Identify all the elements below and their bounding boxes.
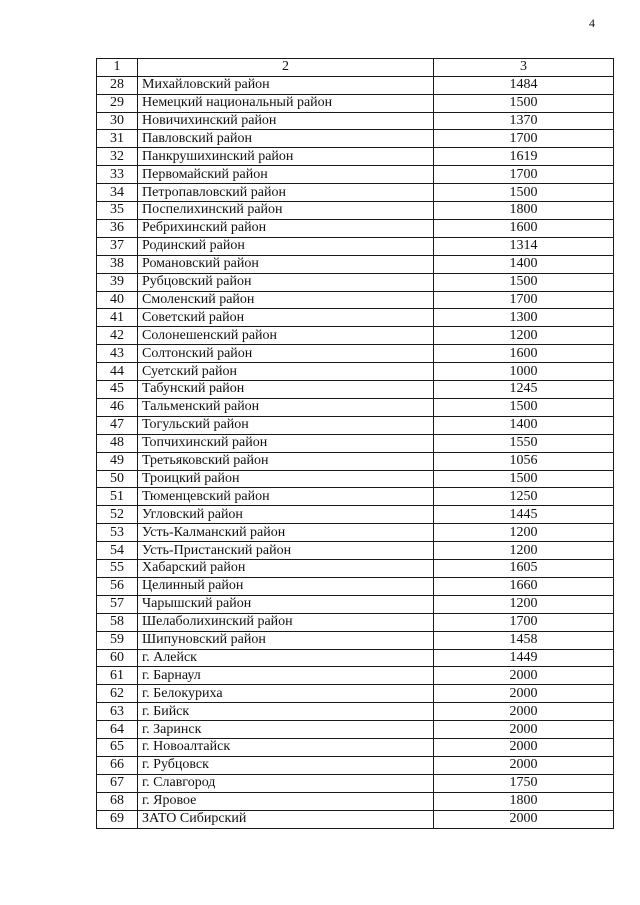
table-row xyxy=(97,756,614,774)
row-number-cell: 69 xyxy=(97,810,138,828)
row-name-cell: Суетский район xyxy=(138,363,434,381)
row-value-cell: 1400 xyxy=(434,255,614,273)
row-number-cell: 62 xyxy=(97,685,138,703)
row-value-cell: 2000 xyxy=(434,703,614,721)
table-row xyxy=(97,148,614,166)
row-name-cell: г. Славгород xyxy=(138,774,434,792)
row-name-cell: Ребрихинский район xyxy=(138,219,434,237)
page-number: 4 xyxy=(589,16,595,30)
row-value-cell: 1300 xyxy=(434,309,614,327)
table-row xyxy=(97,273,614,291)
row-number-cell: 61 xyxy=(97,667,138,685)
table-row xyxy=(97,327,614,345)
table-row xyxy=(97,738,614,756)
row-number-cell: 59 xyxy=(97,631,138,649)
row-value-cell: 1750 xyxy=(434,774,614,792)
table-row xyxy=(97,309,614,327)
row-value-cell: 1700 xyxy=(434,291,614,309)
row-number-cell: 64 xyxy=(97,721,138,739)
row-value-cell: 1370 xyxy=(434,112,614,130)
row-number-cell: 42 xyxy=(97,327,138,345)
row-name-cell: г. Заринск xyxy=(138,721,434,739)
header-cell-2: 2 xyxy=(138,59,434,77)
table-row xyxy=(97,166,614,184)
table-row xyxy=(97,685,614,703)
row-value-cell: 1200 xyxy=(434,595,614,613)
row-number-cell: 66 xyxy=(97,756,138,774)
row-name-cell: Панкрушихинский район xyxy=(138,148,434,166)
row-number-cell: 43 xyxy=(97,345,138,363)
row-value-cell: 1619 xyxy=(434,148,614,166)
table-row xyxy=(97,524,614,542)
row-number-cell: 40 xyxy=(97,291,138,309)
row-value-cell: 1700 xyxy=(434,613,614,631)
table-row xyxy=(97,667,614,685)
row-name-cell: Солонешенский район xyxy=(138,327,434,345)
row-value-cell: 1600 xyxy=(434,345,614,363)
row-name-cell: Тальменский район xyxy=(138,398,434,416)
row-name-cell: Табунский район xyxy=(138,380,434,398)
row-name-cell: Петропавловский район xyxy=(138,184,434,202)
table-row xyxy=(97,559,614,577)
row-value-cell: 1449 xyxy=(434,649,614,667)
row-value-cell: 1200 xyxy=(434,542,614,560)
row-number-cell: 30 xyxy=(97,112,138,130)
row-number-cell: 54 xyxy=(97,542,138,560)
row-name-cell: Усть-Калманский район xyxy=(138,524,434,542)
row-number-cell: 33 xyxy=(97,166,138,184)
table-row xyxy=(97,703,614,721)
table-row xyxy=(97,416,614,434)
row-value-cell: 2000 xyxy=(434,756,614,774)
row-name-cell: г. Бийск xyxy=(138,703,434,721)
row-number-cell: 68 xyxy=(97,792,138,810)
table-row xyxy=(97,595,614,613)
table-row xyxy=(97,649,614,667)
header-cell-3: 3 xyxy=(434,59,614,77)
row-name-cell: г. Яровое xyxy=(138,792,434,810)
row-value-cell: 1000 xyxy=(434,363,614,381)
row-number-cell: 46 xyxy=(97,398,138,416)
row-value-cell: 1700 xyxy=(434,130,614,148)
row-value-cell: 1445 xyxy=(434,506,614,524)
row-value-cell: 1500 xyxy=(434,184,614,202)
row-value-cell: 1500 xyxy=(434,94,614,112)
row-name-cell: Топчихинский район xyxy=(138,434,434,452)
table-row xyxy=(97,810,614,828)
table-row xyxy=(97,577,614,595)
row-value-cell: 2000 xyxy=(434,721,614,739)
table-row xyxy=(97,130,614,148)
row-name-cell: Хабарский район xyxy=(138,559,434,577)
table-row xyxy=(97,380,614,398)
table-row xyxy=(97,792,614,810)
table-row xyxy=(97,542,614,560)
row-name-cell: Тогульский район xyxy=(138,416,434,434)
table-row xyxy=(97,363,614,381)
row-value-cell: 1660 xyxy=(434,577,614,595)
row-number-cell: 28 xyxy=(97,76,138,94)
row-name-cell: Усть-Пристанский район xyxy=(138,542,434,560)
row-value-cell: 1800 xyxy=(434,792,614,810)
row-number-cell: 60 xyxy=(97,649,138,667)
row-number-cell: 37 xyxy=(97,237,138,255)
table-row xyxy=(97,506,614,524)
row-name-cell: Угловский район xyxy=(138,506,434,524)
table-row xyxy=(97,237,614,255)
row-value-cell: 2000 xyxy=(434,667,614,685)
header-cell-1: 1 xyxy=(97,59,138,77)
table-body xyxy=(97,59,614,829)
row-number-cell: 67 xyxy=(97,774,138,792)
row-name-cell: ЗАТО Сибирский xyxy=(138,810,434,828)
row-number-cell: 48 xyxy=(97,434,138,452)
row-number-cell: 53 xyxy=(97,524,138,542)
row-number-cell: 63 xyxy=(97,703,138,721)
row-value-cell: 1245 xyxy=(434,380,614,398)
row-name-cell: Родинский район xyxy=(138,237,434,255)
row-name-cell: г. Белокуриха xyxy=(138,685,434,703)
row-name-cell: Чарышский район xyxy=(138,595,434,613)
row-number-cell: 65 xyxy=(97,738,138,756)
table-row xyxy=(97,76,614,94)
row-name-cell: Новичихинский район xyxy=(138,112,434,130)
row-number-cell: 57 xyxy=(97,595,138,613)
row-value-cell: 1056 xyxy=(434,452,614,470)
row-number-cell: 36 xyxy=(97,219,138,237)
table-row xyxy=(97,631,614,649)
row-number-cell: 52 xyxy=(97,506,138,524)
row-name-cell: г. Барнаул xyxy=(138,667,434,685)
table-row xyxy=(97,255,614,273)
row-number-cell: 44 xyxy=(97,363,138,381)
row-number-cell: 29 xyxy=(97,94,138,112)
row-name-cell: Поспелихинский район xyxy=(138,201,434,219)
table-row xyxy=(97,201,614,219)
row-name-cell: Немецкий национальный район xyxy=(138,94,434,112)
row-value-cell: 1500 xyxy=(434,470,614,488)
row-value-cell: 1200 xyxy=(434,327,614,345)
table-row xyxy=(97,721,614,739)
row-value-cell: 1250 xyxy=(434,488,614,506)
row-number-cell: 39 xyxy=(97,273,138,291)
row-number-cell: 31 xyxy=(97,130,138,148)
row-name-cell: Советский район xyxy=(138,309,434,327)
row-name-cell: Михайловский район xyxy=(138,76,434,94)
row-name-cell: Смоленский район xyxy=(138,291,434,309)
row-name-cell: Солтонский район xyxy=(138,345,434,363)
table-row xyxy=(97,291,614,309)
row-name-cell: Романовский район xyxy=(138,255,434,273)
row-value-cell: 1314 xyxy=(434,237,614,255)
row-value-cell: 1400 xyxy=(434,416,614,434)
row-number-cell: 51 xyxy=(97,488,138,506)
row-number-cell: 35 xyxy=(97,201,138,219)
row-name-cell: Троицкий район xyxy=(138,470,434,488)
row-name-cell: Рубцовский район xyxy=(138,273,434,291)
table-row xyxy=(97,434,614,452)
table-header-row xyxy=(97,59,614,77)
table-row xyxy=(97,94,614,112)
row-number-cell: 41 xyxy=(97,309,138,327)
row-value-cell: 1550 xyxy=(434,434,614,452)
data-table xyxy=(96,58,614,829)
table-row xyxy=(97,488,614,506)
row-name-cell: Павловский район xyxy=(138,130,434,148)
row-name-cell: Целинный район xyxy=(138,577,434,595)
row-number-cell: 50 xyxy=(97,470,138,488)
table-row xyxy=(97,112,614,130)
row-name-cell: Шипуновский район xyxy=(138,631,434,649)
table-row xyxy=(97,398,614,416)
row-name-cell: Шелаболихинский район xyxy=(138,613,434,631)
table-row xyxy=(97,470,614,488)
table-row xyxy=(97,345,614,363)
row-value-cell: 1605 xyxy=(434,559,614,577)
row-number-cell: 58 xyxy=(97,613,138,631)
row-name-cell: г. Рубцовск xyxy=(138,756,434,774)
row-name-cell: Тюменцевский район xyxy=(138,488,434,506)
row-number-cell: 56 xyxy=(97,577,138,595)
row-value-cell: 1800 xyxy=(434,201,614,219)
row-value-cell: 2000 xyxy=(434,810,614,828)
table-row xyxy=(97,452,614,470)
row-number-cell: 45 xyxy=(97,380,138,398)
row-value-cell: 1458 xyxy=(434,631,614,649)
row-name-cell: Третьяковский район xyxy=(138,452,434,470)
row-value-cell: 1500 xyxy=(434,273,614,291)
table-row xyxy=(97,613,614,631)
table-row xyxy=(97,774,614,792)
row-value-cell: 1200 xyxy=(434,524,614,542)
table-row xyxy=(97,219,614,237)
row-number-cell: 55 xyxy=(97,559,138,577)
row-name-cell: г. Алейск xyxy=(138,649,434,667)
row-value-cell: 2000 xyxy=(434,738,614,756)
row-number-cell: 32 xyxy=(97,148,138,166)
row-value-cell: 1700 xyxy=(434,166,614,184)
row-value-cell: 1600 xyxy=(434,219,614,237)
row-name-cell: г. Новоалтайск xyxy=(138,738,434,756)
row-number-cell: 47 xyxy=(97,416,138,434)
row-number-cell: 49 xyxy=(97,452,138,470)
row-value-cell: 1500 xyxy=(434,398,614,416)
row-value-cell: 2000 xyxy=(434,685,614,703)
row-number-cell: 34 xyxy=(97,184,138,202)
row-number-cell: 38 xyxy=(97,255,138,273)
table-row xyxy=(97,184,614,202)
row-value-cell: 1484 xyxy=(434,76,614,94)
row-name-cell: Первомайский район xyxy=(138,166,434,184)
